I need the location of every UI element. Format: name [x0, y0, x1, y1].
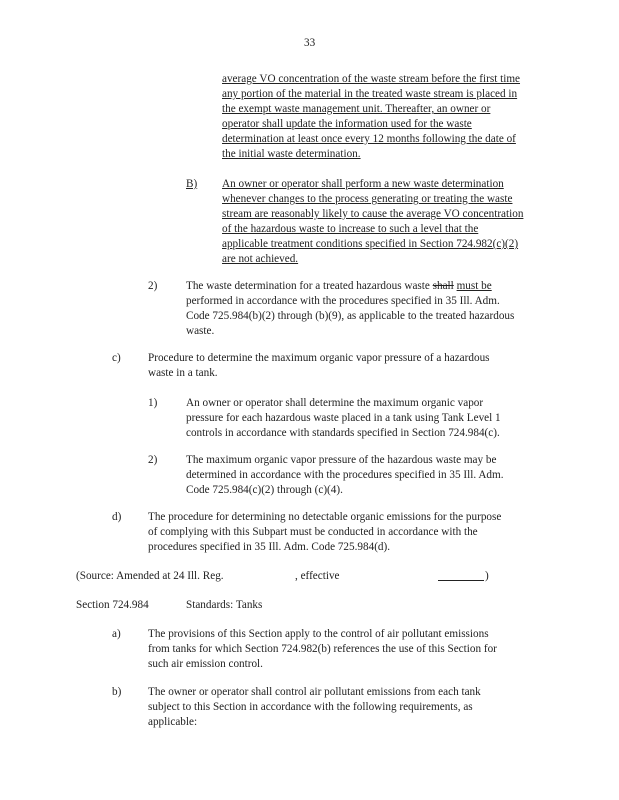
text-line: Code 725.984(c)(2) through (c)(4). [186, 484, 343, 496]
paragraph-marker: d) [112, 511, 122, 523]
section-number: Section 724.984 [76, 599, 149, 611]
text-line: such air emission control. [148, 658, 263, 670]
text-line: from tanks for which Section 724.982(b) references the use of this Section for [148, 643, 497, 655]
text-line: average VO concentration of the waste stream before the first time [222, 73, 521, 85]
page-number: 33 [304, 37, 316, 49]
text-line: of complying with this Subpart must be conducted in accordance with the [148, 526, 478, 538]
text-line: stream are reasonably likely to cause the average VO concentration [222, 208, 524, 220]
text-line: controls in accordance with standards specified in Section 724.984(c). [186, 427, 500, 439]
text-line: subject to this Section in accordance with the following requirements, as [148, 701, 473, 713]
text-line: The procedure for determining no detectable organic emissions for the purpose [148, 511, 502, 523]
source-effective: , effective [295, 570, 340, 582]
paragraph-marker: 1) [148, 397, 158, 409]
text-line: The maximum organic vapor pressure of the hazardous waste may be [186, 454, 497, 466]
paragraph-marker: b) [112, 686, 122, 698]
text-line: pressure for each hazardous waste placed in a tank using Tank Level 1 [186, 412, 501, 424]
paragraph-marker: B) [186, 178, 198, 190]
text-line: the initial waste determination. [222, 148, 361, 160]
source-date-blank [438, 570, 484, 585]
text-line: procedures specified in 35 Ill. Adm. Code 725.984(d). [148, 541, 391, 553]
inserted-text: must be [456, 280, 492, 292]
source-suffix: ) [485, 570, 489, 582]
struck-text: shall [432, 280, 454, 292]
text-line: Code 725.984(b)(2) through (b)(9), as applicable to the treated hazardous [186, 310, 515, 322]
text-line: The owner or operator shall control air pollutant emissions from each tank [148, 686, 481, 698]
text-line: An owner or operator shall determine the maximum organic vapor [186, 397, 484, 409]
date-blank [438, 570, 484, 581]
text-line [186, 280, 492, 293]
text-line: performed in accordance with the procedures specified in 35 Ill. Adm. [186, 295, 500, 307]
text-line: determination at least once every 12 months following the date of [222, 133, 516, 145]
text-line: are not achieved. [222, 253, 299, 265]
text-line: waste. [186, 325, 215, 337]
paragraph-marker: a) [112, 628, 121, 640]
text-line: of the hazardous waste to increase to such a level that the [222, 223, 479, 235]
source-prefix: (Source: Amended at 24 Ill. Reg. [76, 570, 224, 582]
paragraph-marker: 2) [148, 280, 158, 292]
paragraph-marker: 2) [148, 454, 158, 466]
text-segment: The waste determination for a treated hazardous waste [186, 280, 433, 292]
text-line: applicable treatment conditions specified in Section 724.982(c)(2) [222, 238, 519, 250]
text-line: whenever changes to the process generating or treating the waste [222, 193, 513, 205]
text-line: waste in a tank. [148, 367, 218, 379]
text-line: the exempt waste management unit. Thereafter, an owner or [222, 103, 491, 115]
text-line: applicable: [148, 716, 198, 728]
text-line: operator shall update the information used for the waste [222, 118, 472, 130]
paragraph-marker: c) [112, 352, 121, 364]
text-line: Procedure to determine the maximum organic vapor pressure of a hazardous [148, 352, 490, 364]
text-line: determined in accordance with the procedures specified in 35 Ill. Adm. [186, 469, 504, 481]
section-title: Standards: Tanks [186, 599, 263, 611]
text-line: An owner or operator shall perform a new waste determination [222, 178, 504, 190]
text-line: any portion of the material in the treated waste stream is placed in [222, 88, 518, 100]
text-line: The provisions of this Section apply to the control of air pollutant emissions [148, 628, 489, 640]
